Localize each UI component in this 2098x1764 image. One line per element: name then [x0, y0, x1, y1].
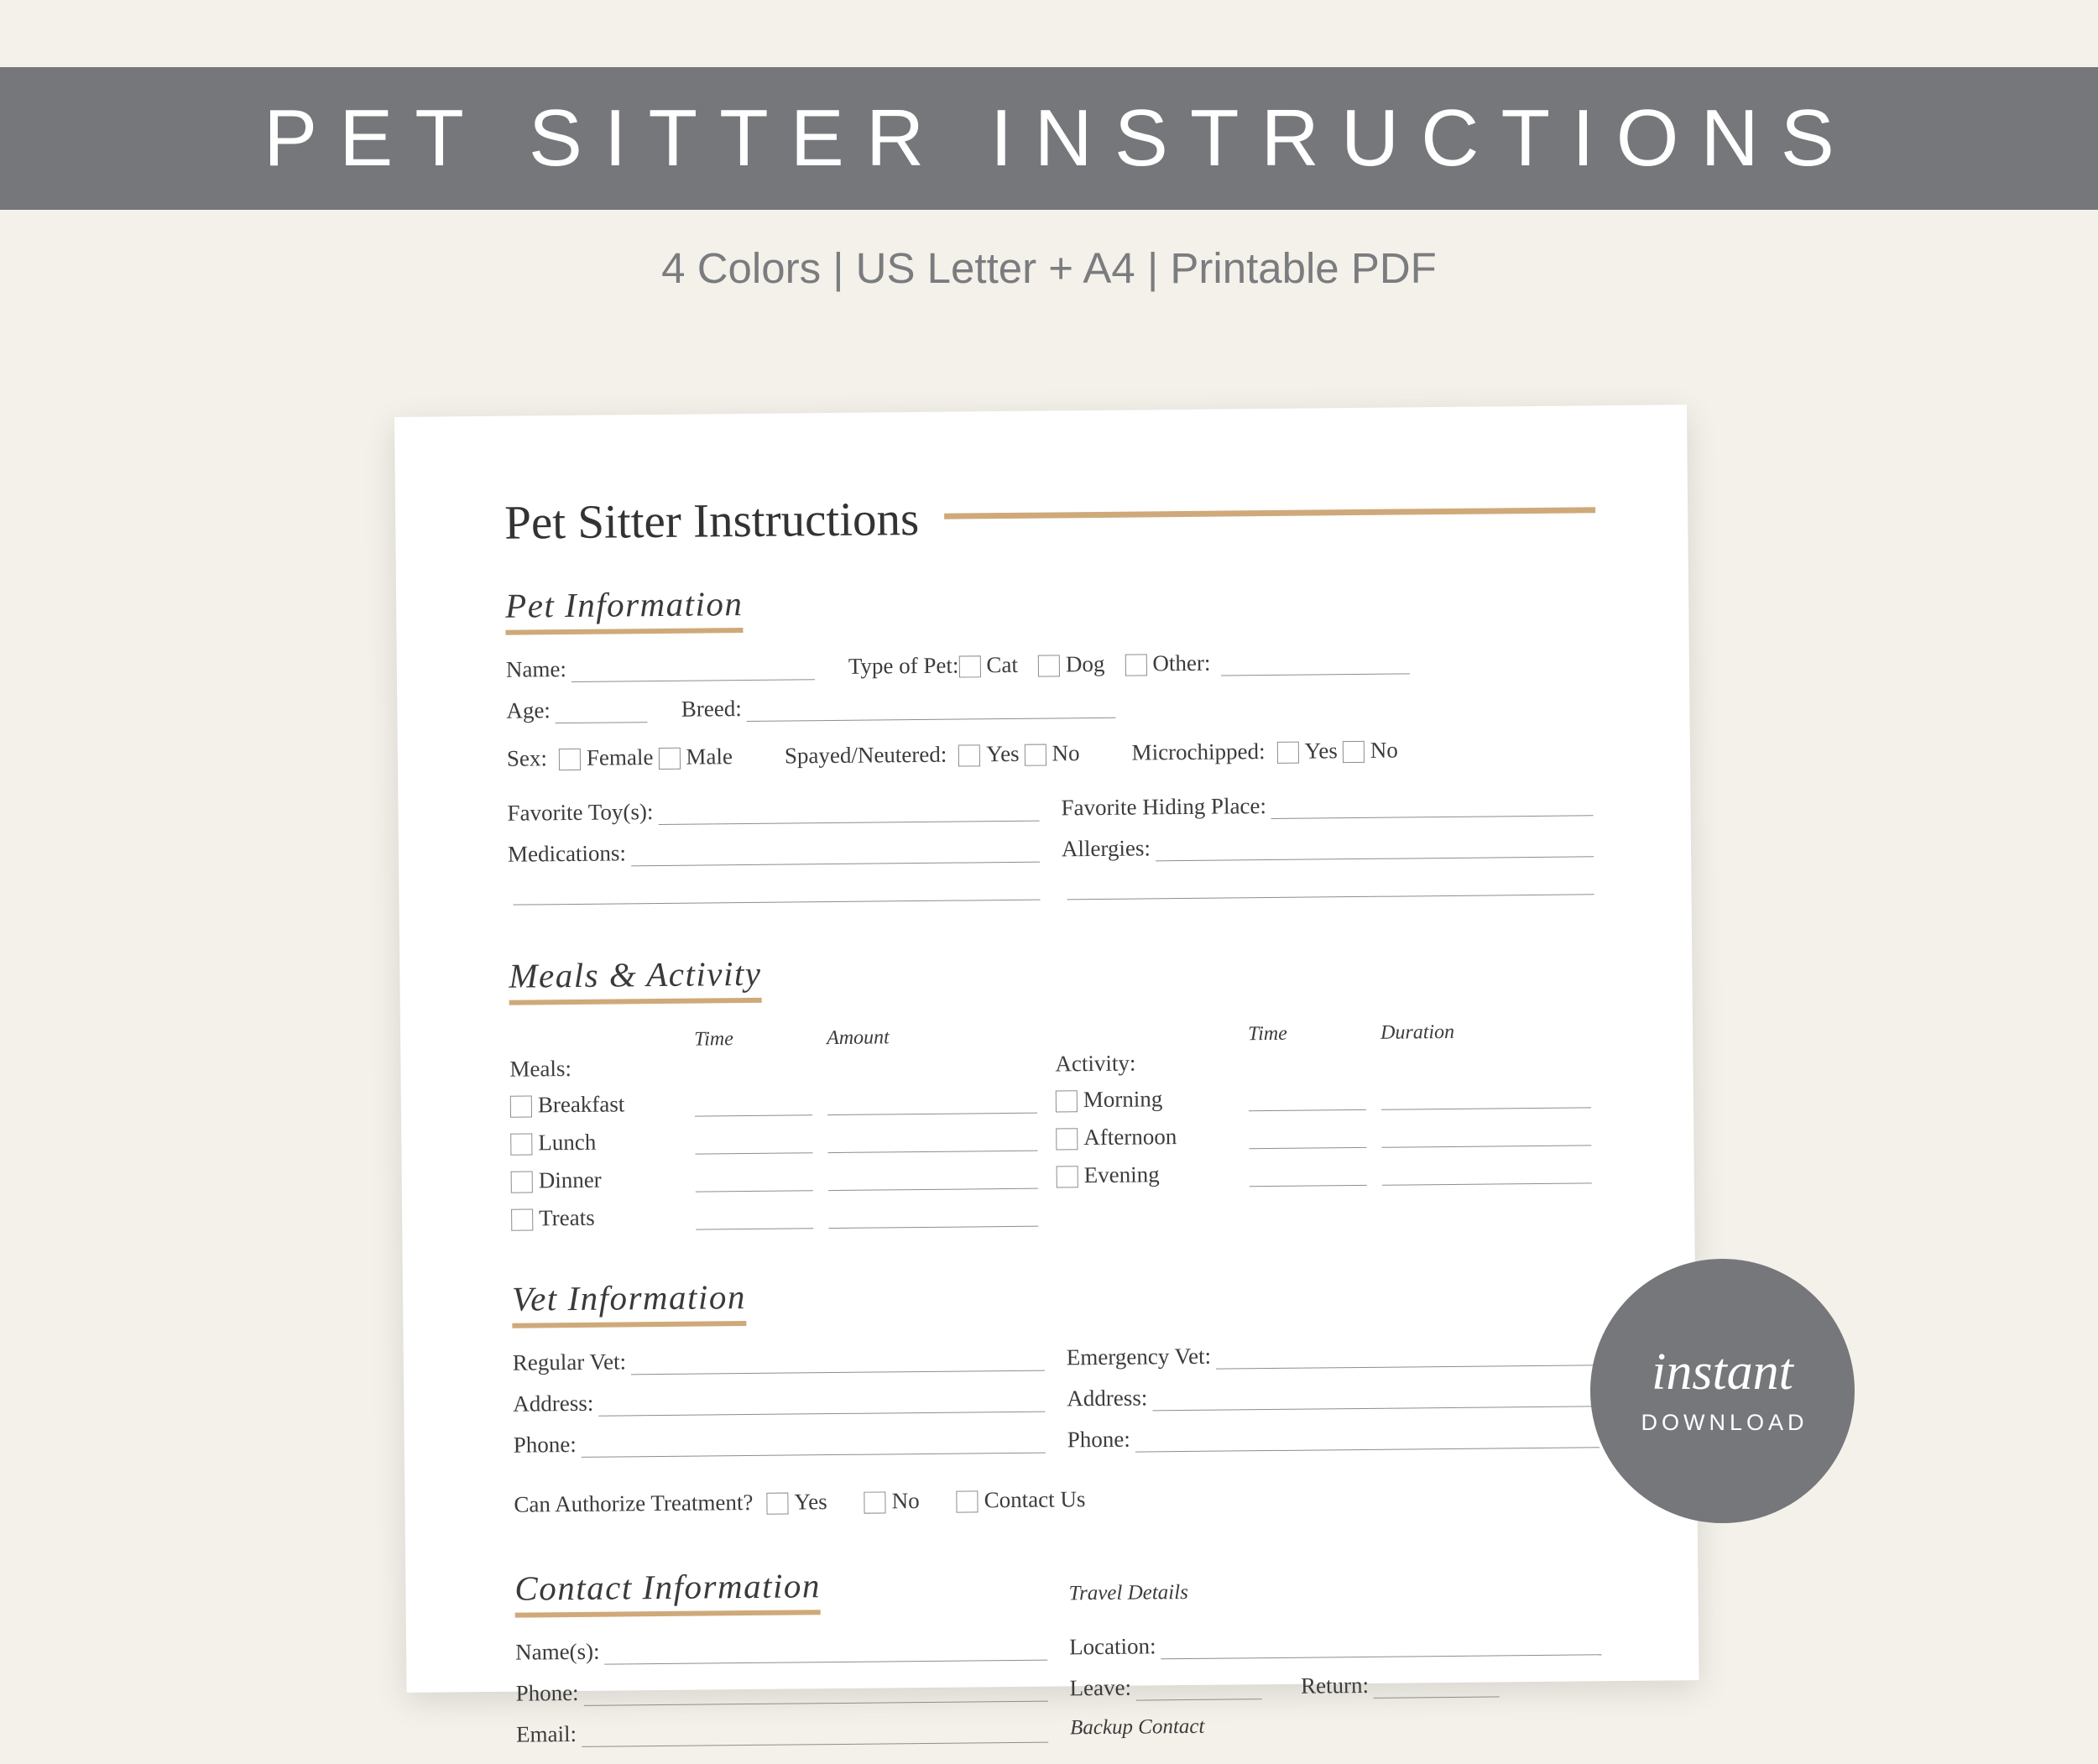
- checkbox-spayed-yes-label: Yes: [986, 740, 1020, 767]
- vet-address-label: Address:: [513, 1390, 594, 1417]
- activity-col-time: Time: [1247, 1022, 1287, 1046]
- favorite-toys-input-line[interactable]: [658, 799, 1039, 825]
- spayed-label: Spayed/Neutered:: [784, 741, 947, 769]
- title-rule: [944, 507, 1595, 519]
- favorite-toys-label: Favorite Toy(s):: [507, 799, 654, 826]
- emergency-vet-input-line[interactable]: [1216, 1343, 1599, 1369]
- activity-label: Activity:: [1055, 1050, 1136, 1077]
- meals-row-lunch: [510, 1125, 1056, 1156]
- checkbox-box-icon[interactable]: [511, 1171, 533, 1193]
- field-row-emergency-vet: [1067, 1339, 1604, 1370]
- checkbox-box-icon[interactable]: [958, 655, 980, 677]
- emergency-phone-label: Phone:: [1067, 1426, 1130, 1453]
- allergies-input-line[interactable]: [1156, 834, 1594, 861]
- checkbox-chip-no[interactable]: [1343, 738, 1398, 765]
- activity-duration-input-line[interactable]: [1381, 1085, 1591, 1109]
- checkbox-authorize-contact-label: Contact Us: [984, 1486, 1086, 1513]
- checkbox-box-icon[interactable]: [510, 1133, 532, 1155]
- allergies-label: Allergies:: [1061, 835, 1151, 862]
- checkbox-box-icon[interactable]: [1056, 1128, 1078, 1150]
- contact-email-label: Email:: [515, 1720, 577, 1747]
- header-banner: [0, 67, 2098, 210]
- travel-leave-label: Leave:: [1069, 1674, 1132, 1701]
- name-input-line[interactable]: [571, 657, 815, 682]
- activity-row-morning: [1056, 1082, 1601, 1113]
- activity-table-head: [1055, 1020, 1600, 1047]
- meals-table: [509, 1025, 1057, 1243]
- vet-address-input-line[interactable]: [598, 1390, 1045, 1417]
- checkbox-box-icon[interactable]: [1343, 740, 1365, 762]
- vet-phone-input-line[interactable]: [582, 1431, 1046, 1458]
- field-row-emergency-address: [1067, 1380, 1604, 1412]
- field-row-vet-phone: [514, 1427, 1051, 1459]
- contact-names-input-line[interactable]: [604, 1638, 1047, 1665]
- checkbox-box-icon[interactable]: [1057, 1166, 1078, 1187]
- name-label: Name:: [505, 656, 567, 682]
- checkbox-box-icon[interactable]: [1024, 744, 1046, 765]
- checkbox-box-icon[interactable]: [957, 1490, 979, 1512]
- travel-details-heading: Travel Details: [1068, 1580, 1188, 1605]
- contact-phone-label: Phone:: [515, 1679, 579, 1706]
- meals-row-label: Lunch: [538, 1129, 597, 1156]
- contact-names-label: Name(s):: [514, 1638, 600, 1665]
- breed-input-line[interactable]: [747, 696, 1116, 722]
- regular-vet-input-line[interactable]: [631, 1349, 1045, 1375]
- checkbox-box-icon[interactable]: [658, 747, 680, 769]
- vet-phone-label: Phone:: [513, 1431, 577, 1458]
- field-row-medications: [508, 837, 1045, 868]
- checkbox-box-icon[interactable]: [1056, 1090, 1078, 1112]
- document-title-row: [504, 485, 1596, 550]
- meals-col-amount: Amount: [827, 1026, 890, 1050]
- regular-vet-label: Regular Vet:: [512, 1349, 627, 1375]
- checkbox-authorize-yes[interactable]: [766, 1489, 827, 1516]
- medications-label: Medications:: [507, 840, 627, 867]
- checkbox-cat-label: Cat: [986, 651, 1019, 678]
- field-row-age-breed: [506, 687, 1597, 723]
- meals-row-dinner: [511, 1162, 1057, 1193]
- authorize-label: Can Authorize Treatment?: [514, 1489, 754, 1517]
- checkbox-box-icon[interactable]: [510, 1095, 532, 1117]
- checkbox-other[interactable]: [1125, 650, 1210, 677]
- field-row-contact-email: [516, 1717, 1053, 1748]
- section-heading-pet-information: Pet Information: [505, 583, 744, 635]
- document-preview: [394, 404, 1699, 1747]
- field-row-travel-location: [1069, 1629, 1606, 1660]
- activity-row-label: Afternoon: [1083, 1124, 1177, 1151]
- checkbox-cat[interactable]: [958, 652, 1018, 679]
- document-title: Pet Sitter Instructions: [504, 493, 920, 550]
- checkbox-female-label: Female: [586, 744, 654, 770]
- emergency-phone-input-line[interactable]: [1135, 1425, 1600, 1452]
- activity-row-label: Evening: [1083, 1161, 1160, 1188]
- field-row-regular-vet: [513, 1345, 1050, 1376]
- age-input-line[interactable]: [556, 700, 648, 723]
- activity-time-input-line[interactable]: [1249, 1088, 1366, 1111]
- meals-row-breakfast: [510, 1087, 1056, 1118]
- meals-col-time: Time: [694, 1028, 733, 1051]
- sex-label: Sex:: [506, 745, 548, 771]
- favorite-hiding-input-line[interactable]: [1271, 793, 1594, 819]
- field-row-contact-names: [515, 1635, 1052, 1666]
- checkbox-box-icon[interactable]: [511, 1208, 533, 1230]
- field-row-name-type: [506, 646, 1597, 682]
- emergency-address-label: Address:: [1067, 1385, 1148, 1412]
- badge-top-text: instant: [1652, 1344, 1793, 1401]
- field-row-contact-phone: [515, 1676, 1052, 1707]
- checkbox-box-icon[interactable]: [766, 1492, 788, 1514]
- checkbox-authorize-yes-label: Yes: [794, 1489, 827, 1515]
- travel-return-input-line[interactable]: [1374, 1674, 1500, 1698]
- meals-row-label: Treats: [539, 1204, 595, 1231]
- contact-phone-input-line[interactable]: [584, 1679, 1048, 1706]
- favorite-hiding-label: Favorite Hiding Place:: [1061, 793, 1267, 821]
- checkbox-chip-no-label: No: [1370, 737, 1398, 763]
- field-row-allergies-2: [1062, 872, 1599, 900]
- checkbox-dog-label: Dog: [1065, 650, 1105, 677]
- field-row-sex-spayed-chip: [507, 735, 1598, 771]
- checkbox-spayed-no[interactable]: [1024, 740, 1079, 767]
- meals-amount-input-line[interactable]: [828, 1166, 1038, 1191]
- checkbox-authorize-no[interactable]: [864, 1488, 920, 1515]
- meals-amount-input-line[interactable]: [828, 1204, 1038, 1229]
- checkbox-authorize-contact-us[interactable]: [957, 1486, 1086, 1513]
- activity-time-input-line[interactable]: [1249, 1125, 1366, 1149]
- field-row-vet-address: [513, 1386, 1050, 1417]
- type-other-input-line[interactable]: [1220, 651, 1409, 676]
- emergency-vet-label: Emergency Vet:: [1066, 1343, 1212, 1370]
- allergies-input-line-2[interactable]: [1067, 872, 1594, 900]
- emergency-address-input-line[interactable]: [1152, 1384, 1599, 1411]
- travel-location-label: Location:: [1068, 1633, 1156, 1660]
- meals-time-input-line[interactable]: [696, 1206, 813, 1229]
- type-of-pet-label: Type of Pet:: [848, 652, 959, 679]
- checkbox-box-icon[interactable]: [1125, 654, 1146, 676]
- age-label: Age:: [506, 697, 551, 723]
- checkbox-box-icon[interactable]: [559, 748, 581, 770]
- field-row-emergency-phone: [1067, 1422, 1605, 1453]
- activity-col-duration: Duration: [1380, 1020, 1455, 1044]
- meals-time-input-line[interactable]: [695, 1130, 812, 1154]
- backup-contact-heading-row: [1070, 1711, 1607, 1740]
- field-row-fav-toys: [507, 796, 1044, 827]
- checkbox-male-label: Male: [686, 744, 733, 770]
- checkbox-chip-yes[interactable]: [1276, 738, 1338, 765]
- subtitle: 4 Colors | US Letter + A4 | Printable PDF: [661, 244, 1437, 292]
- checkbox-spayed-yes[interactable]: [958, 741, 1020, 768]
- section-heading-vet-information: Vet Information: [512, 1276, 746, 1328]
- checkbox-dog[interactable]: [1038, 651, 1105, 678]
- breed-label: Breed:: [681, 696, 742, 722]
- travel-leave-input-line[interactable]: [1136, 1677, 1262, 1700]
- section-heading-contact-information: Contact Information: [514, 1565, 821, 1617]
- field-row-authorize-treatment: [514, 1481, 1605, 1517]
- field-row-medications-2: [508, 878, 1045, 905]
- medications-input-line-2[interactable]: [513, 878, 1040, 905]
- meals-row-label: Breakfast: [537, 1091, 625, 1118]
- checkbox-other-label: Other:: [1152, 650, 1211, 676]
- activity-time-input-line[interactable]: [1250, 1163, 1367, 1187]
- backup-contact-heading: Backup Contact: [1069, 1714, 1205, 1740]
- checkbox-male[interactable]: [658, 744, 733, 770]
- medications-input-line[interactable]: [631, 840, 1040, 867]
- meals-time-input-line[interactable]: [696, 1168, 813, 1192]
- checkbox-box-icon[interactable]: [864, 1491, 886, 1513]
- checkbox-spayed-no-label: No: [1052, 740, 1080, 766]
- field-row-travel-dates: [1069, 1670, 1606, 1701]
- field-row-allergies: [1062, 831, 1599, 862]
- activity-duration-input-line[interactable]: [1382, 1161, 1592, 1185]
- meals-time-input-line[interactable]: [695, 1093, 812, 1116]
- activity-duration-input-line[interactable]: [1381, 1123, 1591, 1147]
- meals-row-treats: [511, 1200, 1057, 1231]
- meals-table-head: [509, 1025, 1055, 1052]
- checkbox-box-icon[interactable]: [958, 744, 980, 766]
- page-title: PET SITTER INSTRUCTIONS: [264, 93, 1856, 183]
- contact-email-input-line[interactable]: [582, 1720, 1048, 1747]
- badge-bottom-text: DOWNLOAD: [1641, 1410, 1808, 1435]
- checkbox-box-icon[interactable]: [1038, 655, 1060, 676]
- field-row-fav-hiding: [1061, 790, 1598, 821]
- checkbox-authorize-no-label: No: [891, 1488, 920, 1514]
- checkbox-female[interactable]: [559, 744, 654, 771]
- activity-row-evening: [1057, 1157, 1602, 1188]
- section-heading-meals-activity: Meals & Activity: [509, 953, 762, 1005]
- meals-amount-input-line[interactable]: [827, 1129, 1037, 1153]
- meals-amount-input-line[interactable]: [827, 1091, 1037, 1115]
- meals-row-label: Dinner: [538, 1166, 602, 1193]
- travel-location-input-line[interactable]: [1161, 1632, 1601, 1659]
- activity-table: [1055, 1020, 1602, 1238]
- travel-return-label: Return:: [1300, 1672, 1370, 1699]
- activity-row-afternoon: [1056, 1119, 1601, 1151]
- activity-row-label: Morning: [1083, 1086, 1163, 1113]
- checkbox-chip-yes-label: Yes: [1304, 738, 1338, 764]
- microchipped-label: Microchipped:: [1131, 738, 1266, 765]
- instant-download-badge: [1590, 1259, 1855, 1523]
- checkbox-box-icon[interactable]: [1276, 741, 1298, 763]
- meals-label: Meals:: [509, 1056, 572, 1082]
